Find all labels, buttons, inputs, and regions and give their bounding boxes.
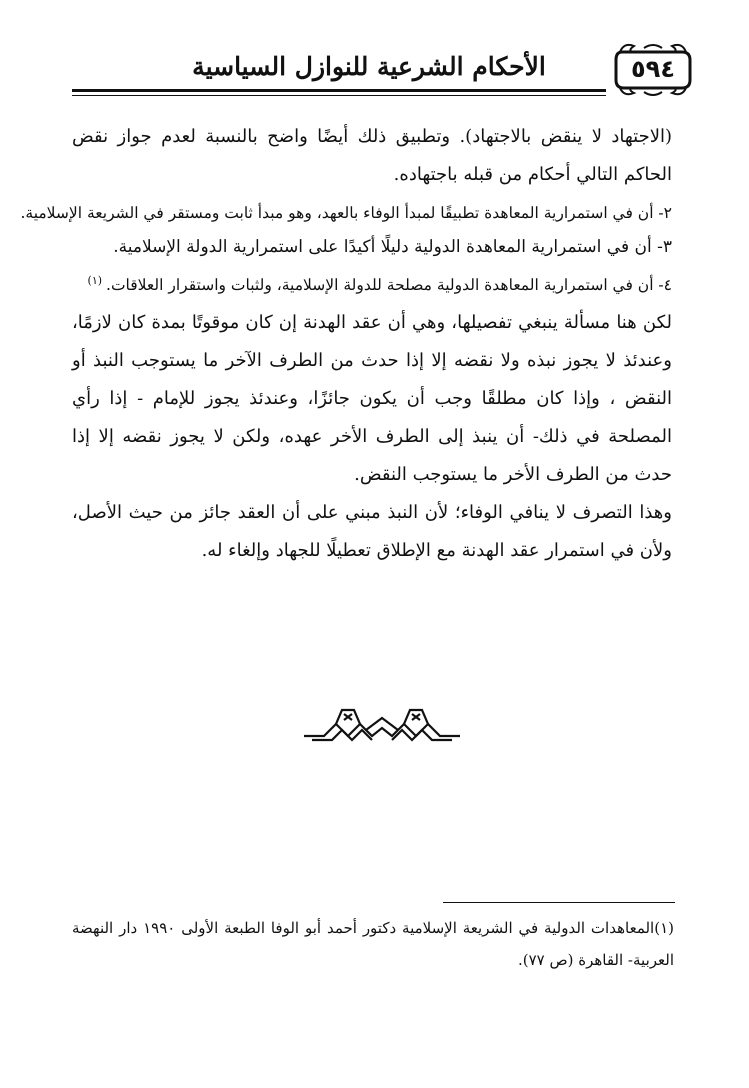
ornament-divider-icon	[302, 700, 462, 750]
header-rule-thick	[72, 89, 606, 92]
footnote-text: (١)المعاهدات الدولية في الشريعة الإسلامية دكتور أحمد أبو الوفا الطبعة الأولى ١٩٩٠ دار النهضة العربية- القاهرة (ص ٧٧).	[72, 919, 674, 969]
paragraph-2: لكن هنا مسألة ينبغي تفصيلها، وهي أن عقد الهدنة إن كان موقوتًا بمدة كان لازمًا، وعندئذ لا يجوز نبذه ولا نقضه إلا إذا حدث من الطرف الآخر ما يستوجب النبذ أو النقض ، وإذا كان مطلقًا وجب أن يكون جائزًا، وعندئذ يجوز للإمام - إذا رأي المصلحة في ذلك- أن ينبذ إلى الطرف الأخر عهده، ولكن لا يجوز نقضه إلا إذا حدث من الطرف الأخر ما يستوجب النقض.	[72, 312, 672, 486]
footnote-reference: (١)	[87, 274, 103, 287]
header-rule-thin	[72, 95, 606, 96]
ornament-divider	[302, 700, 462, 750]
footnote-separator	[443, 902, 675, 903]
main-text	[20, 118, 672, 570]
paragraph-1: (الاجتهاد لا ينقض بالاجتهاد). وتطبيق ذلك أيضًا واضح بالنسبة لعدم جواز نقض الحاكم التالي أحكام من قبله باجتهاده.	[72, 126, 672, 185]
list-item-2: ٢- أن في استمرارية المعاهدة تطبيقًا لمبدأ الوفاء بالعهد، وهو مبدأ ثابت ومستقر في الشريعة الإسلامية.	[20, 204, 672, 222]
list-item-4-text: ٤- أن في استمرارية المعاهدة الدولية مصلحة للدولة الإسلامية، ولثبات واستقرار العلاقات.	[106, 276, 672, 295]
list-item-3: ٣- أن في استمرارية المعاهدة الدولية دليلًا أكيدًا على استمرارية الدولة الإسلامية.	[113, 237, 672, 257]
running-header	[72, 36, 692, 106]
paragraph-3: وهذا التصرف لا ينافي الوفاء؛ لأن النبذ مبني على أن العقد جائز من حيث الأصل، ولأن في استمرار عقد الهدنة مع الإطلاق تعطيلًا للجهاد وإلغاء له.	[72, 502, 672, 562]
page-number: ٥٩٤	[631, 55, 675, 83]
list-item-4	[72, 266, 672, 300]
page-number-badge	[614, 40, 692, 98]
header-title: الأحكام الشرعية للنوازل السياسية	[192, 52, 546, 81]
